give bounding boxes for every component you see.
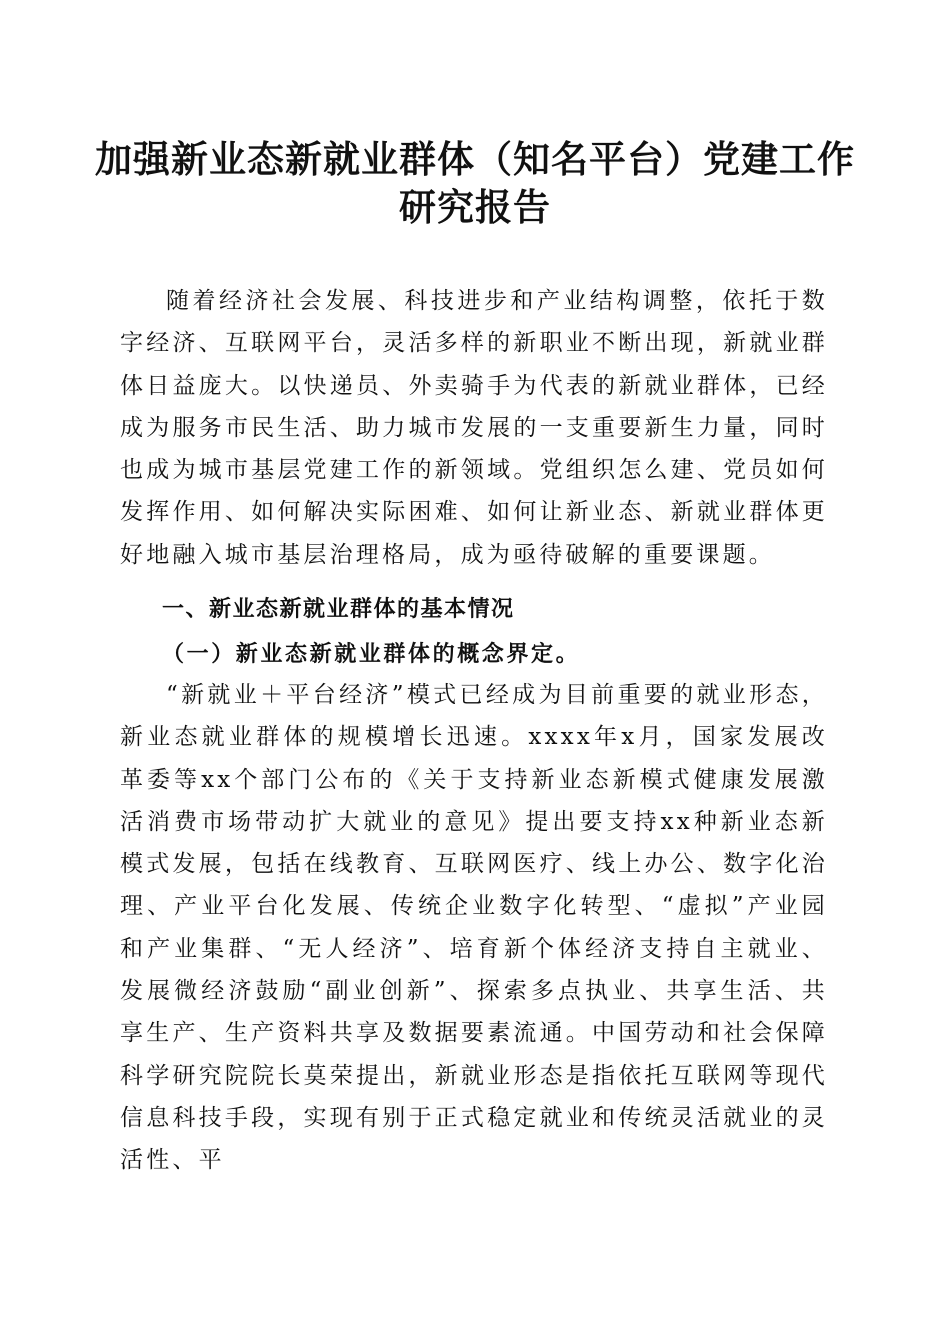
intro-paragraph: 随着经济社会发展、科技进步和产业结构调整，依托于数字经济、互联网平台，灵活多样的新职业不断出现，新就业群体日益庞大。以快递员、外卖骑手为代表的新就业群体，已经成为服务市民生活、助力城市发展的一支重要新生力量，同时也成为城市基层党建工作的新领域。党组织怎么建、党员如何发挥作用、如何解决实际困难、如何让新业态、新就业群体更好地融入城市基层治理格局，成为亟待破解的重要课题。 [120,288,828,568]
subsection-paragraph-1: “新就业＋平台经济”模式已经成为目前重要的就业形态，新业态就业群体的规模增长迅速。xxxx年x月，国家发展改革委等xx个部门公布的《关于支持新业态新模式健康发展激活消费市场带动扩大就业的意见》提出要支持xx种新业态新模式发展，包括在线教育、互联网医疗、线上办公、数字化治理、产业平台化发展、传统企业数字化转型、“虚拟”产业园和产业集群、“无人经济”、培育新个体经济支持自主就业、发展微经济鼓励“副业创新”、探索多点执业、共享生活、共享生产、生产资料共享及数据要素流通。中国劳动和社会保障科学研究院院长莫荣提出，新就业形态是指依托互联网等现代信息科技手段，实现有别于正式稳定就业和传统灵活就业的灵活性、平 [120,682,828,1174]
section-heading-1: 一、新业态新就业群体的基本情况 [162,597,515,622]
document-title-line-1: 加强新业态新就业群体（知名平台）党建工作 [95,137,855,181]
document-title-line-2: 研究报告 [399,185,551,229]
subsection-heading-1: （一）新业态新就业群体的概念界定。 [162,641,581,667]
